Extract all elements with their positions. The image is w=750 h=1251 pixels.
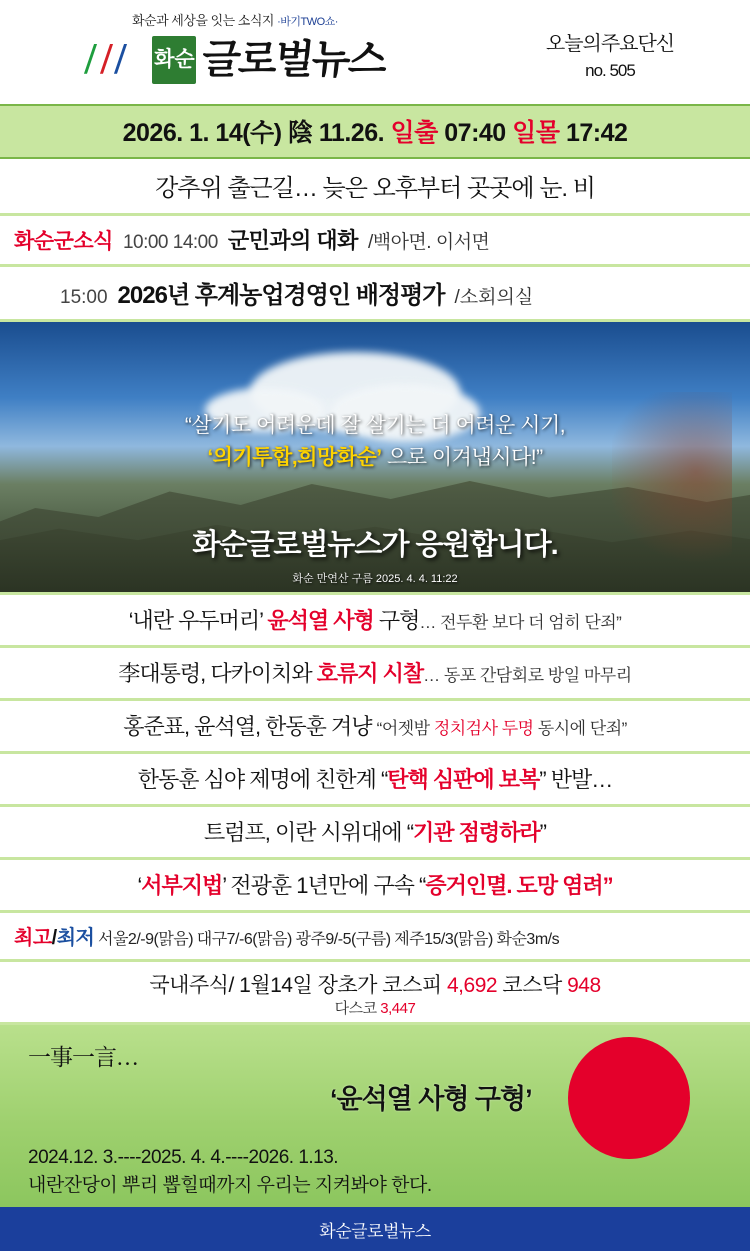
- masthead-logo-area: [0, 6, 470, 89]
- headline-tail-highlight: 정치검사 두명: [433, 719, 534, 738]
- news-headline-3[interactable]: [0, 701, 750, 754]
- headline-pre: ‘내란 우두머리’: [128, 608, 268, 633]
- date-bar: [0, 104, 750, 159]
- temp-daegu: 대구7/-6(맑음): [196, 931, 292, 948]
- headline-tail: … 동포 간담회로 방일 마무리: [423, 666, 632, 685]
- temp-high-label: 최고: [14, 927, 52, 949]
- editorial-quote: ‘윤석열 사형 구형’: [330, 1084, 532, 1114]
- headline-highlight: 서부지법: [141, 873, 223, 898]
- temp-low-label: 최저: [56, 927, 95, 949]
- photo-quote-highlight: ‘의기투합,희망화순’: [207, 445, 382, 469]
- photo-main-slogan: 화순글로벌뉴스가 응원합니다.: [192, 529, 558, 561]
- news-headline-4[interactable]: [0, 754, 750, 807]
- masthead-issue-area: [470, 6, 750, 84]
- headline-mid: 구형: [373, 608, 420, 633]
- notice-row-1: [0, 216, 750, 267]
- stock-lead: 국내주식/ 1월14일 장초가: [149, 974, 377, 997]
- headline-highlight: 윤석열 사형: [267, 608, 374, 633]
- headline-highlight: 탄핵 심판에 보복: [387, 767, 540, 792]
- editorial-line: 내란잔당이 뿌리 뽑힐때까지 우리는 지켜봐야 한다.: [28, 1175, 432, 1196]
- dasco-label: 다스코: [334, 1000, 377, 1017]
- notice-time: 15:00: [60, 287, 108, 308]
- photo-quote-line2-tail: 으로 이겨냅시다!”: [381, 445, 543, 469]
- news-headline-2[interactable]: [0, 648, 750, 701]
- photo-quote-line2: [0, 442, 750, 474]
- notice-location: /소회의실: [454, 287, 534, 308]
- headline-tail-highlight: 증거인멸. 도망 염려”: [425, 873, 613, 898]
- kosdaq-label: 코스닥: [502, 974, 562, 997]
- sunset-label: 일몰: [512, 119, 560, 147]
- temp-seoul: 서울2/-9(맑음): [98, 931, 194, 948]
- dasco-row: [10, 997, 740, 1018]
- masthead-issue-number: no. 505: [585, 61, 635, 80]
- masthead-tagline: [132, 10, 338, 29]
- bottom-bar-text: 화순글로벌뉴스: [319, 1221, 431, 1241]
- logo-wordmark: 글로벌뉴스: [200, 37, 389, 82]
- headline-pre: 한동훈 심야 제명에 친한계 “: [137, 767, 388, 792]
- dasco-value: 3,447: [380, 1000, 416, 1017]
- hero-photo: [0, 322, 750, 592]
- masthead: [0, 0, 750, 104]
- weather-row: [0, 159, 750, 216]
- headline-pre: 李대통령, 다카이치와: [118, 661, 317, 686]
- photo-quote-line1: “살기도 어려운데 잘 살기는 더 어려운 시기,: [184, 414, 566, 437]
- notice-row-2: [0, 267, 750, 322]
- kospi-label: 코스피: [382, 974, 442, 997]
- notice-title: 군민과의 대화: [227, 228, 358, 253]
- headline-pre: 홍준표, 윤석열, 한동훈 겨냥: [123, 714, 377, 739]
- headline-mid: ’ 전광훈 1년만에 구속 “: [222, 873, 426, 898]
- photo-quote: [0, 410, 750, 473]
- wind-hwasun: 화순3m/s: [496, 931, 560, 948]
- headline-mid: ” 반발…: [539, 767, 613, 792]
- sunrise-label: 일출: [390, 119, 438, 147]
- editorial-dates: 2024.12. 3.----2025. 4. 4.----2026. 1.13.: [28, 1147, 339, 1168]
- sunset-time: 17:42: [565, 119, 628, 147]
- editorial-motto: 一事一言…: [28, 1045, 138, 1070]
- bottom-bar: [0, 1207, 750, 1251]
- headline-mid: ”: [539, 820, 546, 845]
- news-headline-1[interactable]: [0, 595, 750, 648]
- kospi-value: 4,692: [447, 974, 498, 997]
- notice-title: 2026년 후계농업경영인 배정평가: [117, 282, 445, 309]
- headline-highlight: 호류지 시찰: [316, 661, 424, 686]
- weather-text: 강추위 출근길… 늦은 오후부터 곳곳에 눈. 비: [155, 175, 595, 202]
- notice-tag: 화순군소식: [14, 230, 113, 253]
- headline-tail: “어젯밤 정치검사 두명 동시에 단죄”: [376, 719, 627, 738]
- news-headline-6[interactable]: [0, 860, 750, 913]
- headline-highlight: 기관 점령하라: [413, 820, 540, 845]
- stock-row: [0, 962, 750, 1025]
- editorial-block: [0, 1025, 750, 1207]
- photo-credit: 화순 만연산 구름 2025. 4. 4. 11:22: [292, 573, 458, 585]
- masthead-logo-row: [84, 31, 389, 89]
- masthead-title: 오늘의주요단신: [545, 33, 675, 55]
- headline-tail: … 전두환 보다 더 엄히 단죄”: [419, 613, 622, 632]
- temp-gwangju: 광주9/-5(구름): [295, 931, 391, 948]
- notice-time: 10:00 14:00: [122, 232, 218, 253]
- headline-pre: ‘: [137, 873, 142, 898]
- temp-separator: /: [51, 927, 57, 949]
- temperature-row: [0, 913, 750, 962]
- news-list: [0, 592, 750, 913]
- date-text: 2026. 1. 14(수) 陰 11.26.: [122, 119, 385, 147]
- headline-pre: 트럼프, 이란 시위대에 “: [204, 820, 414, 845]
- sunrise-time: 07:40: [444, 119, 506, 147]
- brand-swoosh-icon: / / /: [84, 34, 127, 83]
- logo-hwasun-box: 화순: [152, 36, 196, 84]
- red-circle-shape: [568, 1037, 690, 1159]
- kosdaq-value: 948: [567, 974, 601, 997]
- temp-jeju: 제주15/3(맑음): [394, 931, 493, 948]
- news-headline-5[interactable]: [0, 807, 750, 860]
- tagline-text: 화순과 세상을 잇는 소식지: [132, 13, 274, 28]
- notice-location: /백아면. 이서면: [367, 232, 490, 253]
- tagline-sub: ·바기TWO쇼·: [277, 16, 338, 28]
